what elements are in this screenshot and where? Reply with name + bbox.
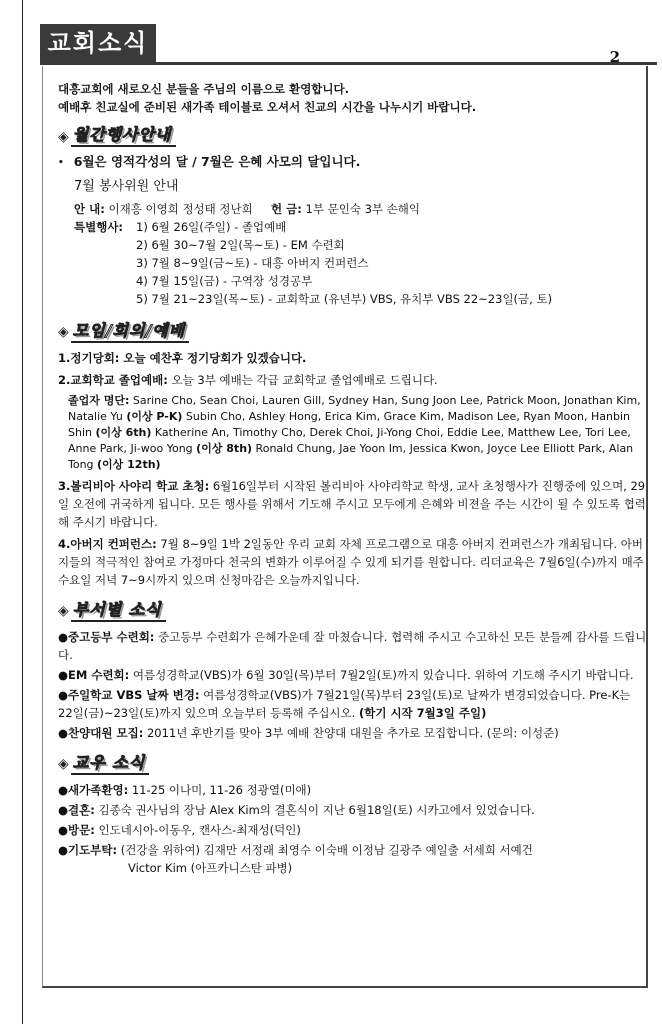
member-news-text: 김종숙 권사님의 장남 Alex Kim의 결혼식이 지난 6월18일(토) 시카고에서 있었습니다. xyxy=(94,802,535,817)
section-title-members: 교우 소식 xyxy=(71,754,149,775)
event-item: 4) 7월 15일(금) - 구역장 성경공부 xyxy=(136,273,313,288)
member-news-4 xyxy=(58,841,648,877)
page-left-rule xyxy=(22,0,23,1024)
section-header-monthly xyxy=(58,126,648,147)
meeting-item-1 xyxy=(58,349,648,367)
special-events xyxy=(74,218,648,308)
header-rule xyxy=(40,62,657,65)
welcome-intro xyxy=(58,80,648,116)
department-news-text: 여름성경학교(VBS)가 7월21일(목)부터 23일(토)로 날짜가 변경되었습니다. Pre-K는 22일(금)~23일(토)까지 있으며 오늘부터 등록해 주십시오. xyxy=(58,687,631,720)
graduates-group-6th: Subin Cho, Ashley Hong, Erica Kim, Grace Kim, Madison Lee, Ryan Moon, Hanbin Shin xyxy=(68,409,630,439)
guide-value: 이재흥 이영희 정성태 정난희 xyxy=(108,201,253,216)
event-item: 3) 7월 8~9일(금~토) - 대흥 아버지 컨퍼런스 xyxy=(136,255,369,270)
graduates-list xyxy=(68,393,648,473)
department-news-head: ●EM 수련회: xyxy=(58,667,130,682)
section-title-departments: 부서별 소식 xyxy=(71,601,166,622)
section-header-meetings xyxy=(58,322,648,343)
diamond-icon: ◈ xyxy=(58,603,69,619)
semester-start-note: (학기 시작 7월3일 주일) xyxy=(358,705,487,720)
member-news-head: ●새가족환영: xyxy=(58,782,129,797)
graduates-group-pk: Sarine Cho, Sean Choi, Lauren Gill, Sydney Han, Sung Joon Lee, Patrick Moon, Jonathan Kim, Natalie Yu xyxy=(68,393,641,423)
department-news-head: ●찬양대원 모집: xyxy=(58,725,144,740)
graduates-label: 졸업자 명단: xyxy=(68,393,130,407)
department-news-text: 2011년 후반기를 맞아 3부 예배 찬양대 대원을 추가로 모집합니다. (문의: 이성준) xyxy=(143,725,559,740)
member-news-text: (건강을 위하여) 김재만 서정래 최영수 이숙배 이정남 길광주 예일출 서세희 서예건 xyxy=(117,842,533,857)
meeting-item-4 xyxy=(58,535,648,589)
department-news-text: 여름성경학교(VBS)가 6월 30일(목)부터 7월2일(토)까지 있습니다. 위하여 기도해 주시기 바랍니다. xyxy=(129,667,634,682)
meeting-item-2-head: 2.교회학교 졸업예배: xyxy=(58,372,168,387)
meeting-item-2 xyxy=(58,371,648,389)
monthly-highlight xyxy=(58,153,648,172)
service-committee-row xyxy=(74,200,648,218)
section-title-meetings: 모임/회의/예배 xyxy=(71,322,189,343)
department-news-4 xyxy=(58,724,648,742)
department-news-3 xyxy=(58,686,648,722)
meeting-item-3-text: 6월16일부터 시작된 볼리비아 사야리학교 학생, 교사 초청행사가 진행중에 있으며, 29일 오전에 귀국하게 됩니다. 모든 행사를 위해서 기도해 주시고 모두에게 은혜와 비젼을 주는 시간이 될 수 있도록 협력해 주시기 바랍니다. xyxy=(58,478,646,529)
welcome-line-2: 예배후 친교실에 준비된 새가족 테이블로 오셔서 친교의 시간을 나누시기 바랍니다. xyxy=(58,100,477,114)
department-news-head: ●주일학교 VBS 날짜 변경: xyxy=(58,687,200,702)
offering-label: 헌 금: xyxy=(271,201,302,216)
member-news-head: ●결혼: xyxy=(58,802,95,817)
member-news-4-continuation: Victor Kim (아프카니스탄 파병) xyxy=(128,860,293,875)
meeting-item-2-text: 오늘 3부 예배는 각급 교회학교 졸업예배로 드립니다. xyxy=(167,372,438,387)
section-header-members xyxy=(58,754,648,775)
meeting-item-3 xyxy=(58,477,648,531)
member-news-head: ●방문: xyxy=(58,822,95,837)
diamond-icon: ◈ xyxy=(58,324,69,340)
meeting-item-4-text: 7월 8~9일 1박 2일동안 우리 교회 자체 프로그램으로 대흥 아버지 컨퍼런스가 개최됩니다. 아버지들의 적극적인 참여로 가정마다 천국의 변화가 이루어질 수 있게 되기를 원합니다. 리더교육은 7월6일(수)까지 매주 수요일 저녁 7~9시까지 있으며 신청마감은 오늘까지입니다. xyxy=(58,536,644,587)
graduates-tag: (이상 12th) xyxy=(97,457,161,471)
service-committee-title: 7월 봉사위원 안내 xyxy=(74,178,179,194)
department-news-1 xyxy=(58,628,648,664)
member-news-head: ●기도부탁: xyxy=(58,842,118,857)
diamond-icon: ◈ xyxy=(58,128,69,145)
meeting-item-3-head: 3.볼리비아 사야리 학교 초청: xyxy=(58,478,210,493)
member-news-text: 11-25 이나미, 11-26 정광열(미애) xyxy=(128,782,312,797)
section-title-monthly: 월간행사안내 xyxy=(71,126,176,147)
special-events-label: 특별행사: xyxy=(74,219,124,234)
graduates-tag: (이상 P-K) xyxy=(126,409,183,423)
event-item: 2) 6월 30~7월 2일(목~토) - EM 수련회 xyxy=(136,237,345,252)
section-header-departments xyxy=(58,601,648,622)
member-news-3 xyxy=(58,821,648,839)
event-item: 5) 7월 21~23일(목~토) - 교회학교 (유년부) VBS, 유치부 VBS 22~23일(금, 토) xyxy=(136,291,553,306)
meeting-item-4-head: 4.아버지 컨퍼런스: xyxy=(58,536,157,551)
member-news-1 xyxy=(58,781,648,799)
guide-label: 안 내: xyxy=(74,201,105,216)
diamond-icon: ◈ xyxy=(58,756,69,772)
member-news-text: 인도네시아-이동우, 캔사스-최재성(덕인) xyxy=(94,822,301,837)
monthly-highlight-text: 6월은 영적각성의 달 / 7월은 은혜 사모의 달입니다. xyxy=(73,154,361,169)
member-news-2 xyxy=(58,801,648,819)
bulletin-content xyxy=(58,80,648,879)
graduates-group-8th: Katherine An, Timothy Cho, Derek Choi, Ji-Yong Choi, Eddie Lee, Matthew Lee, Tori Lee, Anne Park, Ji-woo Yong xyxy=(68,425,631,455)
bullet-icon: • xyxy=(58,157,64,168)
event-item: 1) 6월 26일(주일) - 졸업예배 xyxy=(136,219,287,234)
meeting-item-1-text: 1.정기당회: 오늘 예찬후 정기당회가 있겠습니다. xyxy=(58,350,307,365)
welcome-line-1: 대흥교회에 새로오신 분들을 주님의 이름으로 환영합니다. xyxy=(58,82,350,96)
offering-value: 1부 문인숙 3부 손해익 xyxy=(305,201,421,216)
department-news-2 xyxy=(58,666,648,684)
graduates-group-12th: Ronald Chung, Jae Yoon Im, Jessica Kwon, Joyce Lee Elliott Park, Alan Tong xyxy=(68,441,634,471)
graduates-tag: (이상 6th) xyxy=(95,425,152,439)
page-number: 2 xyxy=(609,48,620,66)
page-header-title: 교회소식 xyxy=(40,24,156,62)
graduates-tag: (이상 8th) xyxy=(196,441,253,455)
department-news-text: 중고등부 수련회가 은혜가운데 잘 마쳤습니다. 협력해 주시고 수고하신 모든 분들께 감사를 드립니다. xyxy=(58,629,647,662)
department-news-head: ●중고등부 수련회: xyxy=(58,629,155,644)
